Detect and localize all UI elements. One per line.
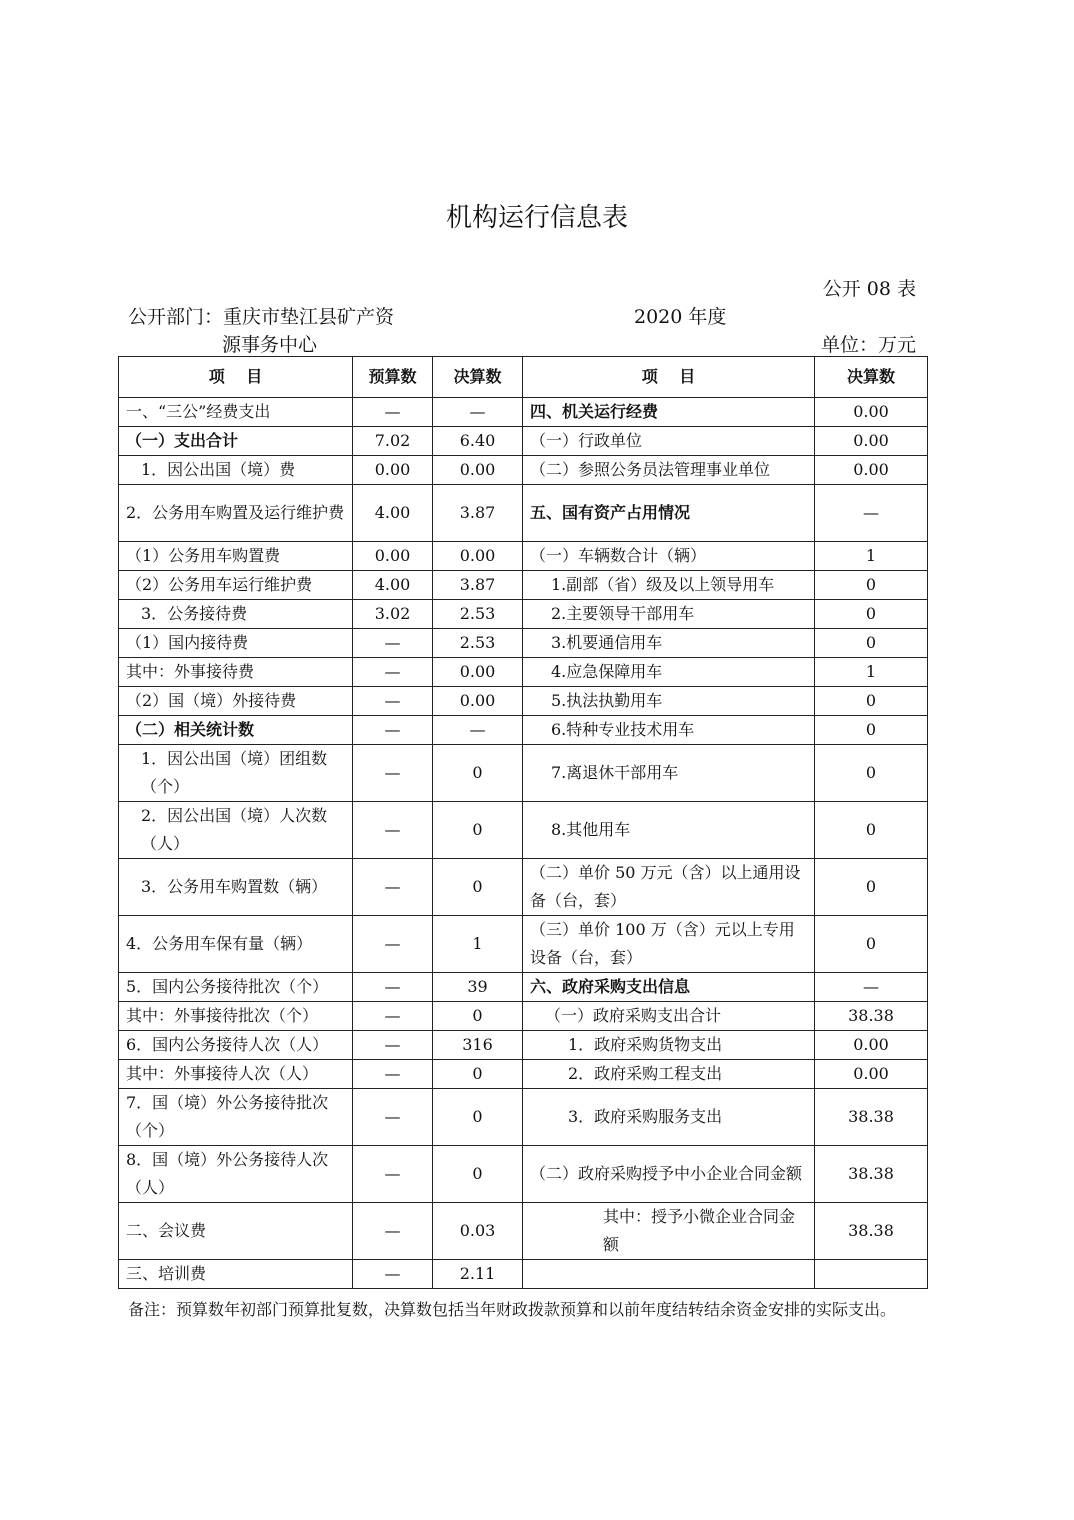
table-row bbox=[119, 916, 928, 973]
row-item-right: 1.副部（省）级及以上领导用车 bbox=[523, 571, 815, 600]
row-final: 0.00 bbox=[433, 658, 523, 687]
row-budget: — bbox=[353, 859, 433, 916]
row-budget: 4.00 bbox=[353, 485, 433, 542]
table-row bbox=[119, 1060, 928, 1089]
table-row bbox=[119, 687, 928, 716]
header-budget: 预算数 bbox=[353, 357, 433, 398]
row-final-right: 0 bbox=[815, 802, 928, 859]
row-item-right: （二）参照公务员法管理事业单位 bbox=[523, 456, 815, 485]
row-item-right: （一）车辆数合计（辆） bbox=[523, 542, 815, 571]
row-item-right bbox=[523, 1260, 815, 1289]
row-item-right: 1．政府采购货物支出 bbox=[523, 1031, 815, 1060]
row-final-right: 0 bbox=[815, 600, 928, 629]
page-title: 机构运行信息表 bbox=[445, 203, 628, 233]
row-final-right: 38.38 bbox=[815, 1203, 928, 1260]
row-item-left: 1．因公出国（境）费 bbox=[119, 456, 353, 485]
row-item-right: 四、机关运行经费 bbox=[523, 398, 815, 427]
row-final: 316 bbox=[433, 1031, 523, 1060]
row-final-right: 0.00 bbox=[815, 398, 928, 427]
row-final: 0 bbox=[433, 1002, 523, 1031]
row-final: 0 bbox=[433, 802, 523, 859]
row-item-left: （2）公务用车运行维护费 bbox=[119, 571, 353, 600]
row-item-right: （一）行政单位 bbox=[523, 427, 815, 456]
header-final: 决算数 bbox=[433, 357, 523, 398]
row-final: 0.00 bbox=[433, 687, 523, 716]
row-item-right: 六、政府采购支出信息 bbox=[523, 973, 815, 1002]
row-item-left: 三、培训费 bbox=[119, 1260, 353, 1289]
row-final-right: 38.38 bbox=[815, 1146, 928, 1203]
table-row bbox=[119, 716, 928, 745]
row-final: 0 bbox=[433, 745, 523, 802]
row-item-right: （一）政府采购支出合计 bbox=[523, 1002, 815, 1031]
row-final-right bbox=[815, 1260, 928, 1289]
row-final-right: 0 bbox=[815, 745, 928, 802]
table-row bbox=[119, 542, 928, 571]
row-item-left: 2．公务用车购置及运行维护费 bbox=[119, 485, 353, 542]
row-budget: 7.02 bbox=[353, 427, 433, 456]
row-budget: — bbox=[353, 687, 433, 716]
table-row bbox=[119, 398, 928, 427]
row-final: 3.87 bbox=[433, 485, 523, 542]
row-item-left: 5．国内公务接待批次（个） bbox=[119, 973, 353, 1002]
row-item-left: 其中：外事接待人次（人） bbox=[119, 1060, 353, 1089]
row-final-right: 0.00 bbox=[815, 427, 928, 456]
row-final: 2.53 bbox=[433, 629, 523, 658]
row-item-left: 其中：外事接待费 bbox=[119, 658, 353, 687]
row-item-right: 3.机要通信用车 bbox=[523, 629, 815, 658]
row-item-left: 8．国（境）外公务接待人次（人） bbox=[119, 1146, 353, 1203]
row-final: 0.03 bbox=[433, 1203, 523, 1260]
row-item-right: 4.应急保障用车 bbox=[523, 658, 815, 687]
row-budget: 4.00 bbox=[353, 571, 433, 600]
row-item-left: 1．因公出国（境）团组数（个） bbox=[119, 745, 353, 802]
row-final-right: 1 bbox=[815, 542, 928, 571]
row-final-right: 0.00 bbox=[815, 456, 928, 485]
info-table bbox=[118, 356, 928, 1289]
row-final: 0 bbox=[433, 1060, 523, 1089]
table-row bbox=[119, 745, 928, 802]
table-row bbox=[119, 1031, 928, 1060]
row-final: — bbox=[433, 716, 523, 745]
header-item-left: 项 目 bbox=[119, 357, 353, 398]
row-item-left: （1）公务用车购置费 bbox=[119, 542, 353, 571]
row-final: 0.00 bbox=[433, 542, 523, 571]
row-item-right: 五、国有资产占用情况 bbox=[523, 485, 815, 542]
row-final-right: 1 bbox=[815, 658, 928, 687]
row-item-left: （2）国（境）外接待费 bbox=[119, 687, 353, 716]
row-item-left: （1）国内接待费 bbox=[119, 629, 353, 658]
row-final: — bbox=[433, 398, 523, 427]
row-final-right: 0 bbox=[815, 629, 928, 658]
table-row bbox=[119, 1002, 928, 1031]
form-number: 公开 08 表 bbox=[822, 278, 916, 300]
department-line-1: 公开部门：重庆市垫江县矿产资 bbox=[128, 306, 395, 328]
row-item-left: 一、“三公”经费支出 bbox=[119, 398, 353, 427]
row-final-right: 0 bbox=[815, 571, 928, 600]
row-item-right: （二）政府采购授予中小企业合同金额 bbox=[523, 1146, 815, 1203]
table-row bbox=[119, 456, 928, 485]
row-item-left: 3．公务用车购置数（辆） bbox=[119, 859, 353, 916]
row-item-right: （三）单价 100 万（含）元以上专用设备（台，套） bbox=[523, 916, 815, 973]
row-item-right: 2．政府采购工程支出 bbox=[523, 1060, 815, 1089]
row-final-right: — bbox=[815, 485, 928, 542]
header-item-right: 项 目 bbox=[523, 357, 815, 398]
row-item-left: （一）支出合计 bbox=[119, 427, 353, 456]
row-budget: — bbox=[353, 658, 433, 687]
row-item-right: 5.执法执勤用车 bbox=[523, 687, 815, 716]
row-budget: — bbox=[353, 916, 433, 973]
header-final-right: 决算数 bbox=[815, 357, 928, 398]
row-item-left: 2．因公出国（境）人次数（人） bbox=[119, 802, 353, 859]
row-budget: 0.00 bbox=[353, 456, 433, 485]
row-final: 1 bbox=[433, 916, 523, 973]
row-item-left: （二）相关统计数 bbox=[119, 716, 353, 745]
row-final-right: 0 bbox=[815, 859, 928, 916]
table-row bbox=[119, 1146, 928, 1203]
row-budget: — bbox=[353, 1089, 433, 1146]
footnote: 备注：预算数年初部门预算批复数，决算数包括当年财政拨款预算和以前年度结转结余资金安排的实际支出。 bbox=[128, 1300, 897, 1319]
table-row bbox=[119, 629, 928, 658]
row-budget: — bbox=[353, 1146, 433, 1203]
row-item-right: 8.其他用车 bbox=[523, 802, 815, 859]
row-item-right: 6.特种专业技术用车 bbox=[523, 716, 815, 745]
fiscal-year: 2020 年度 bbox=[634, 306, 727, 328]
row-budget: — bbox=[353, 1060, 433, 1089]
table-row bbox=[119, 1089, 928, 1146]
row-budget: — bbox=[353, 398, 433, 427]
row-budget: — bbox=[353, 802, 433, 859]
row-item-right: 其中：授予小微企业合同金额 bbox=[523, 1203, 815, 1260]
header-row bbox=[119, 357, 928, 398]
row-final-right: 38.38 bbox=[815, 1002, 928, 1031]
table-row bbox=[119, 427, 928, 456]
row-final: 3.87 bbox=[433, 571, 523, 600]
table-row bbox=[119, 485, 928, 542]
row-final: 0 bbox=[433, 1089, 523, 1146]
row-final: 2.53 bbox=[433, 600, 523, 629]
department-line-2: 源事务中心 bbox=[222, 334, 318, 356]
row-final: 6.40 bbox=[433, 427, 523, 456]
row-budget: — bbox=[353, 1260, 433, 1289]
row-final-right: 38.38 bbox=[815, 1089, 928, 1146]
table-row bbox=[119, 658, 928, 687]
row-final-right: — bbox=[815, 973, 928, 1002]
row-item-left: 7．国（境）外公务接待批次（个） bbox=[119, 1089, 353, 1146]
table-row bbox=[119, 1260, 928, 1289]
row-budget: 0.00 bbox=[353, 542, 433, 571]
row-final-right: 0 bbox=[815, 916, 928, 973]
row-final-right: 0.00 bbox=[815, 1031, 928, 1060]
row-final-right: 0 bbox=[815, 687, 928, 716]
row-final: 39 bbox=[433, 973, 523, 1002]
table-row bbox=[119, 973, 928, 1002]
unit-label: 单位：万元 bbox=[820, 334, 916, 356]
row-item-left: 3．公务接待费 bbox=[119, 600, 353, 629]
row-item-left: 6．国内公务接待人次（人） bbox=[119, 1031, 353, 1060]
row-item-right: 7.离退休干部用车 bbox=[523, 745, 815, 802]
row-final: 0.00 bbox=[433, 456, 523, 485]
row-budget: — bbox=[353, 973, 433, 1002]
row-budget: — bbox=[353, 629, 433, 658]
table-row bbox=[119, 571, 928, 600]
row-item-left: 4．公务用车保有量（辆） bbox=[119, 916, 353, 973]
table-row bbox=[119, 859, 928, 916]
row-budget: — bbox=[353, 745, 433, 802]
row-item-left: 二、会议费 bbox=[119, 1203, 353, 1260]
table-row bbox=[119, 1203, 928, 1260]
table-row bbox=[119, 600, 928, 629]
row-budget: — bbox=[353, 1002, 433, 1031]
row-item-right: （二）单价 50 万元（含）以上通用设备（台，套） bbox=[523, 859, 815, 916]
row-final: 0 bbox=[433, 859, 523, 916]
row-item-left: 其中：外事接待批次（个） bbox=[119, 1002, 353, 1031]
row-budget: — bbox=[353, 1203, 433, 1260]
row-budget: — bbox=[353, 716, 433, 745]
row-final-right: 0.00 bbox=[815, 1060, 928, 1089]
row-final: 2.11 bbox=[433, 1260, 523, 1289]
row-item-right: 2.主要领导干部用车 bbox=[523, 600, 815, 629]
table-row bbox=[119, 802, 928, 859]
row-budget: 3.02 bbox=[353, 600, 433, 629]
row-final-right: 0 bbox=[815, 716, 928, 745]
row-final: 0 bbox=[433, 1146, 523, 1203]
row-budget: — bbox=[353, 1031, 433, 1060]
row-item-right: 3．政府采购服务支出 bbox=[523, 1089, 815, 1146]
